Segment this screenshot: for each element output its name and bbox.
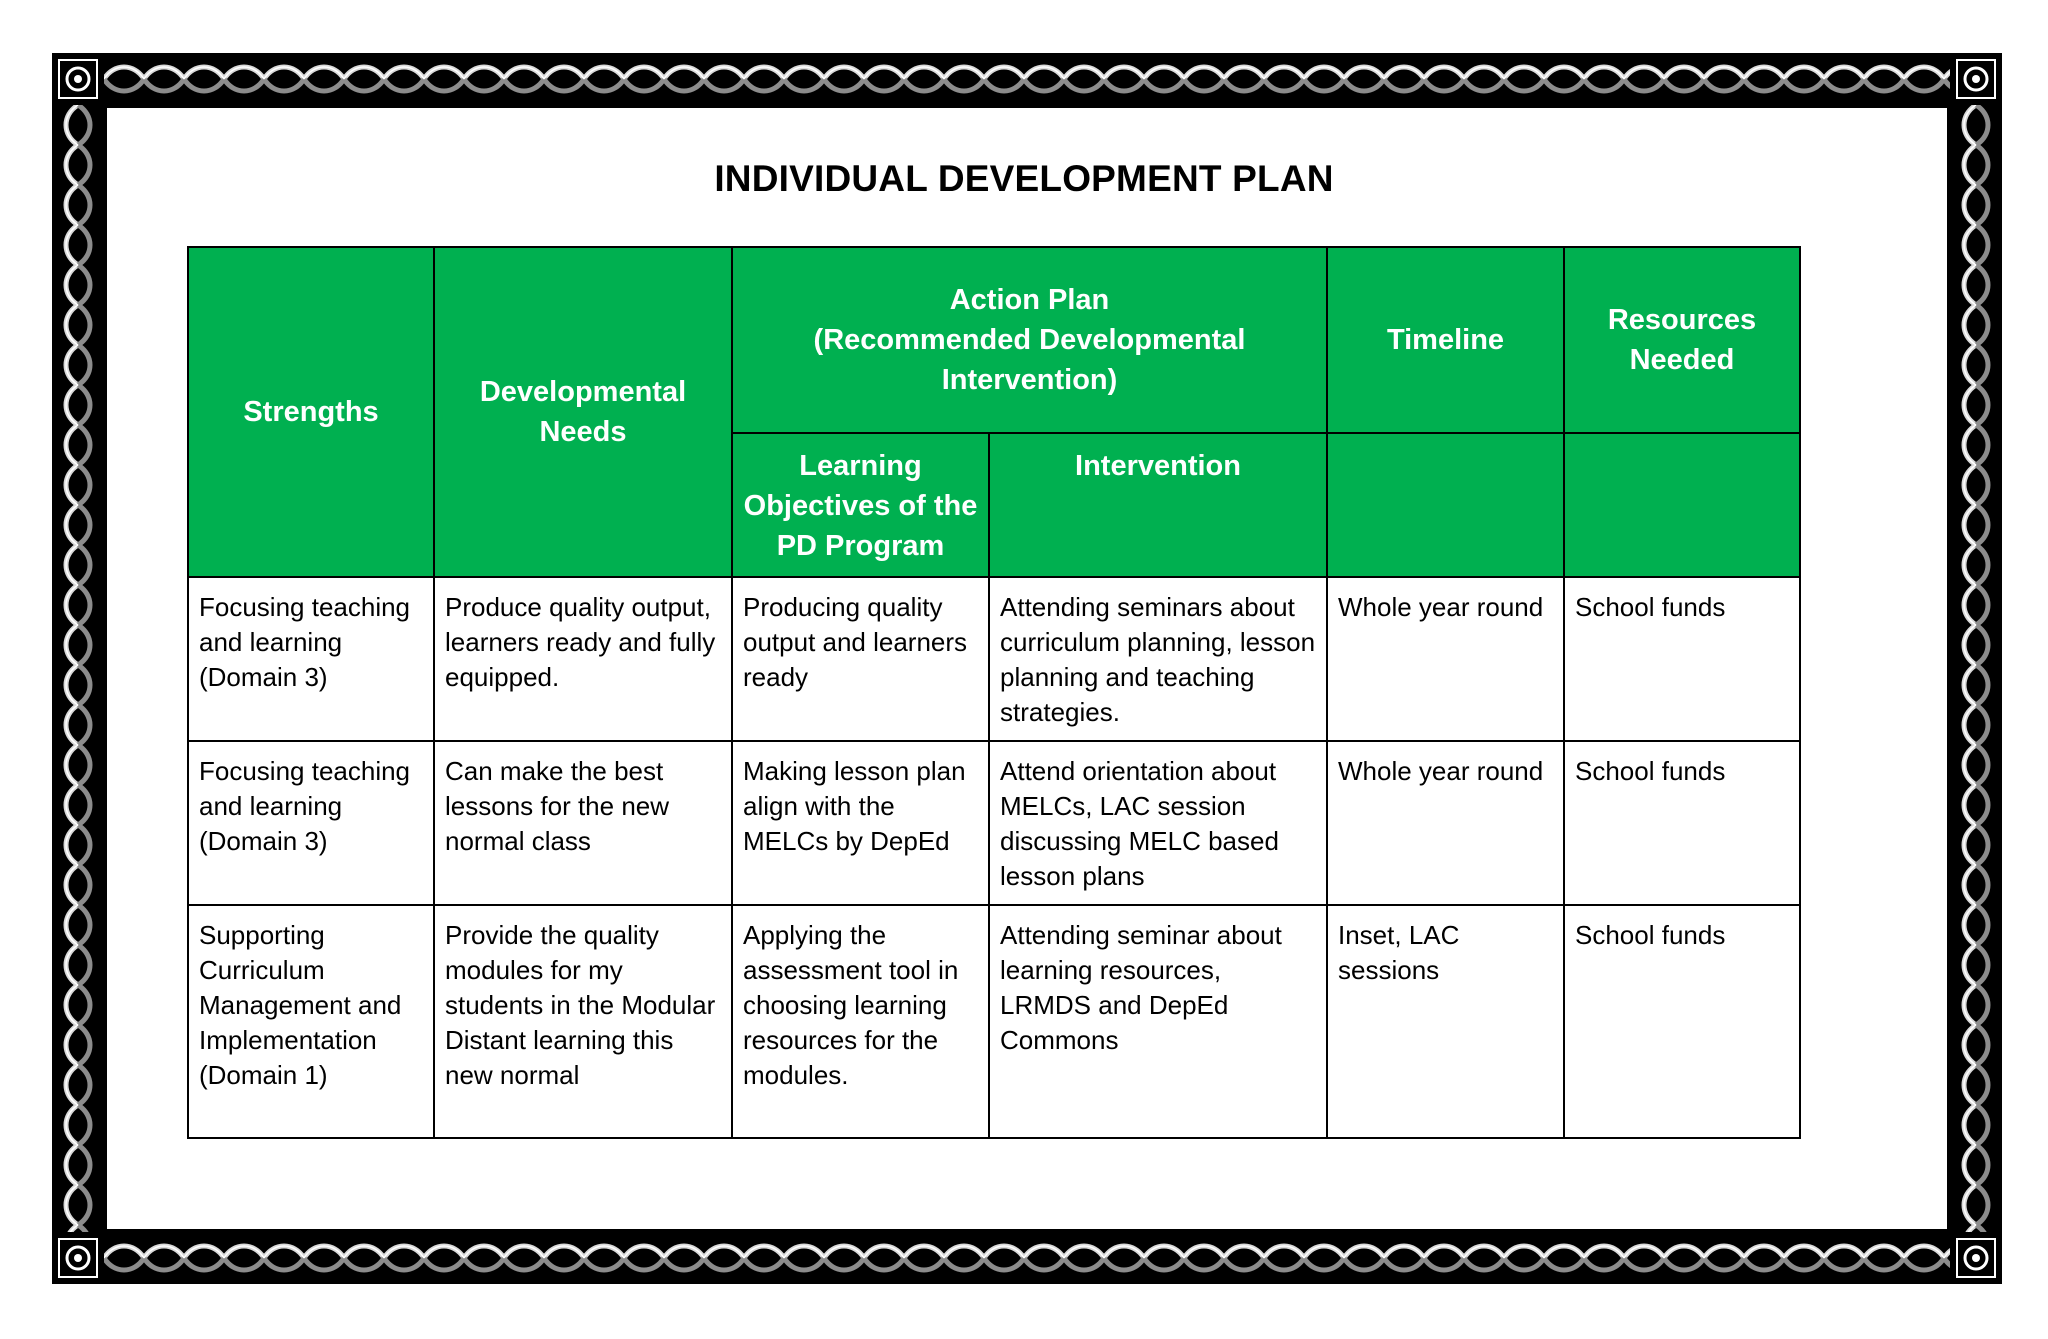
- border-band-right: [1956, 105, 1996, 1232]
- development-plan-table: [187, 246, 1801, 1139]
- cell-developmental-needs: Provide the quality modules for my students in the Modular Distant learning this new normal: [434, 905, 732, 1138]
- header-developmental-needs: Developmental Needs: [434, 247, 732, 577]
- header-action-plan-subtitle: (Recommended Developmental Intervention): [813, 324, 1246, 396]
- cell-timeline: Whole year round: [1327, 741, 1564, 905]
- table-row: [188, 577, 1800, 741]
- corner-ornament-icon: [1954, 57, 1998, 101]
- cell-intervention: Attending seminar about learning resources, LRMDS and DepEd Commons: [989, 905, 1327, 1138]
- table-row: [188, 905, 1800, 1138]
- table-row: [188, 741, 1800, 905]
- border-band-bottom: [104, 1238, 1950, 1278]
- header-action-plan: [732, 247, 1327, 433]
- page-title: INDIVIDUAL DEVELOPMENT PLAN: [714, 158, 1334, 199]
- header-action-plan-title: Action Plan: [949, 284, 1110, 316]
- cell-timeline: Inset, LAC sessions: [1327, 905, 1564, 1138]
- border-band-top: [104, 59, 1950, 99]
- cell-intervention: Attend orientation about MELCs, LAC session discussing MELC based lesson plans: [989, 741, 1327, 905]
- header-intervention: Intervention: [989, 433, 1327, 577]
- cell-developmental-needs: Can make the best lessons for the new normal class: [434, 741, 732, 905]
- header-timeline: Timeline: [1327, 247, 1564, 433]
- header-strengths: Strengths: [188, 247, 434, 577]
- header-resources-needed: Resources Needed: [1564, 247, 1800, 433]
- cell-resources-needed: School funds: [1564, 577, 1800, 741]
- cell-strengths: Supporting Curriculum Management and Implementation (Domain 1): [188, 905, 434, 1138]
- cell-developmental-needs: Produce quality output, learners ready and fully equipped.: [434, 577, 732, 741]
- corner-ornament-icon: [56, 1236, 100, 1280]
- corner-ornament-icon: [56, 57, 100, 101]
- table-header-row: [188, 247, 1800, 433]
- cell-resources-needed: School funds: [1564, 741, 1800, 905]
- border-band-left: [58, 105, 98, 1232]
- cell-learning-objectives: Producing quality output and learners ready: [732, 577, 989, 741]
- cell-intervention: Attending seminars about curriculum planning, lesson planning and teaching strategies.: [989, 577, 1327, 741]
- cell-resources-needed: School funds: [1564, 905, 1800, 1138]
- cell-strengths: Focusing teaching and learning (Domain 3): [188, 741, 434, 905]
- cell-learning-objectives: Making lesson plan align with the MELCs by DepEd: [732, 741, 989, 905]
- cell-timeline: Whole year round: [1327, 577, 1564, 741]
- header-timeline-empty: [1327, 433, 1564, 577]
- header-learning-objectives: Learning Objectives of the PD Program: [732, 433, 989, 577]
- cell-learning-objectives: Applying the assessment tool in choosing learning resources for the modules.: [732, 905, 989, 1138]
- corner-ornament-icon: [1954, 1236, 1998, 1280]
- header-resources-empty: [1564, 433, 1800, 577]
- cell-strengths: Focusing teaching and learning (Domain 3): [188, 577, 434, 741]
